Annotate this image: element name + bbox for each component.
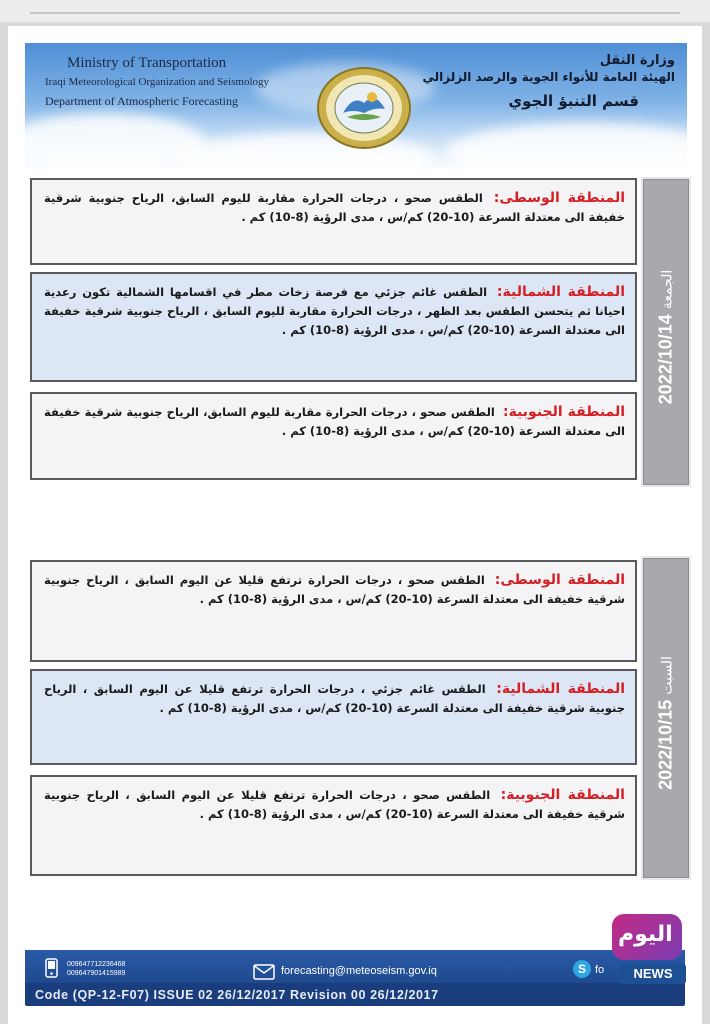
region-box-day1-north: المنطقة الشمالية: الطقس غائم جزئي مع فرصة زخات مطر في اقسامها الشمالية تكون رعدية احيانا ثم يتحسن الطقس بعد الظهر ، درجات الحرارة مقاربة لليوم السابق ، الرياح جنوبية شرقية خفيفة الى معتدلة السرعة (10-20) كم/س ، مدى الرؤية (8-10) كم . bbox=[30, 272, 637, 382]
ar-department: قسم التنبؤ الجوي bbox=[508, 92, 639, 110]
watermark-news-badge: NEWS bbox=[620, 964, 686, 984]
bulletin-footer bbox=[25, 950, 685, 1006]
ar-ministry: وزارة النقل bbox=[599, 53, 675, 68]
day-tab-1 bbox=[641, 177, 691, 487]
contact-email[interactable]: forecasting@meteoseism.gov.iq bbox=[281, 965, 437, 977]
day-date: 2022/10/15 bbox=[655, 699, 676, 790]
region-forecast: الطقس صحو ، درجات الحرارة مقاربة لليوم السابق، الرياح جنوبية شرقية خفيفة الى معتدلة السرعة (10-20) كم/س ، مدى الرؤية (8-10) كم . bbox=[44, 191, 625, 224]
top-bar bbox=[0, 0, 710, 22]
day-tab-1-label bbox=[656, 260, 677, 405]
meteorology-seal-logo bbox=[317, 67, 411, 149]
mail-icon bbox=[253, 964, 275, 980]
day-name: السبت bbox=[658, 656, 675, 695]
en-ministry: Ministry of Transportation bbox=[67, 55, 227, 71]
en-department: Department of Atmospheric Forecasting bbox=[45, 94, 238, 108]
region-name: المنطقة الوسطى bbox=[500, 572, 625, 588]
region-name: المنطقة الشمالية bbox=[501, 681, 625, 697]
english-title-block bbox=[45, 55, 305, 109]
phone-number-2: 009647901415989 bbox=[67, 970, 126, 977]
document-code-line: Code (QP-12-F07) ISSUE 02 26/12/2017 Revision 00 26/12/2017 bbox=[35, 988, 439, 1002]
footer-contact-bar bbox=[25, 950, 685, 983]
day-tab-2-label bbox=[656, 646, 677, 790]
region-box-day1-south: المنطقة الجنوبية: الطقس صحو ، درجات الحرارة مقاربة لليوم السابق، الرياح جنوبية شرقية خفيفة الى معتدلة السرعة (10-20) كم/س ، مدى الرؤية (8-10) كم . bbox=[30, 392, 637, 480]
cloud-decoration bbox=[445, 123, 687, 171]
region-name: المنطقة الشمالية bbox=[502, 284, 625, 300]
region-name: المنطقة الجنوبية bbox=[508, 404, 625, 420]
region-name: المنطقة الوسطى bbox=[499, 190, 626, 206]
en-organization: Iraqi Meteorological Organization and Seismology bbox=[45, 76, 270, 88]
phone-icon bbox=[45, 958, 58, 978]
top-divider bbox=[30, 12, 680, 14]
day-name: الجمعة bbox=[658, 269, 675, 310]
news-watermark bbox=[612, 914, 688, 986]
phone-number-1: 009647712236468 bbox=[67, 961, 126, 968]
region-forecast: الطقس صحو ، درجات الحرارة مقاربة لليوم السابق، الرياح جنوبية شرقية خفيفة الى معتدلة السرعة (10-20) كم/س ، مدى الرؤية (8-10) كم . bbox=[44, 405, 625, 438]
ar-organization: الهيئة العامة للأنواء الجوية والرصد الزلزالي bbox=[422, 70, 675, 84]
region-forecast: الطقس صحو ، درجات الحرارة ترتفع قليلا عن اليوم السابق ، الرياح جنوبية شرقية خفيفة الى معتدلة السرعة (10-20) كم/س ، مدى الرؤية (8-10) كم . bbox=[44, 788, 625, 821]
region-box-day1-central: المنطقة الوسطى: الطقس صحو ، درجات الحرارة مقاربة لليوم السابق، الرياح جنوبية شرقية خفيفة الى معتدلة السرعة (10-20) كم/س ، مدى الرؤية (8-10) كم . bbox=[30, 178, 637, 265]
arabic-title-block bbox=[423, 53, 675, 110]
region-box-day2-north: المنطقة الشمالية: الطقس غائم جزئي ، درجات الحرارة ترتفع قليلا عن اليوم السابق ، الرياح جنوبية شرقية خفيفة الى معتدلة السرعة (10-20) كم/س ، مدى الرؤية (8-10) كم . bbox=[30, 669, 637, 765]
watermark-logo-box bbox=[612, 914, 682, 960]
skype-icon: S bbox=[573, 960, 591, 978]
watermark-logo-text: اليوم bbox=[618, 922, 673, 947]
region-name: المنطقة الجنوبية bbox=[506, 787, 625, 803]
region-forecast: الطقس غائم جزئي مع فرصة زخات مطر في اقسامها الشمالية تكون رعدية احيانا ثم يتحسن الطقس بعد الظهر ، درجات الحرارة مقاربة لليوم السابق ، الرياح جنوبية شرقية خفيفة الى معتدلة السرعة (10-20) كم/س ، مدى الرؤية (8-10) كم . bbox=[44, 285, 625, 337]
day-tab-2 bbox=[641, 556, 691, 880]
region-box-day2-south: المنطقة الجنوبية: الطقس صحو ، درجات الحرارة ترتفع قليلا عن اليوم السابق ، الرياح جنوبية شرقية خفيفة الى معتدلة السرعة (10-20) كم/س ، مدى الرؤية (8-10) كم . bbox=[30, 775, 637, 876]
region-forecast: الطقس صحو ، درجات الحرارة ترتفع قليلا عن اليوم السابق ، الرياح جنوبية شرقية خفيفة الى معتدلة السرعة (10-20) كم/س ، مدى الرؤية (8-10) كم . bbox=[44, 573, 625, 606]
bulletin-header bbox=[25, 43, 687, 171]
phone-numbers bbox=[67, 960, 125, 978]
region-box-day2-central: المنطقة الوسطى: الطقس صحو ، درجات الحرارة ترتفع قليلا عن اليوم السابق ، الرياح جنوبية شرقية خفيفة الى معتدلة السرعة (10-20) كم/س ، مدى الرؤية (8-10) كم . bbox=[30, 560, 637, 662]
skype-handle: fo bbox=[595, 964, 605, 976]
day-date: 2022/10/14 bbox=[655, 314, 676, 405]
region-forecast: الطقس غائم جزئي ، درجات الحرارة ترتفع قليلا عن اليوم السابق ، الرياح جنوبية شرقية خفيفة الى معتدلة السرعة (10-20) كم/س ، مدى الرؤية (8-10) كم . bbox=[44, 682, 625, 715]
